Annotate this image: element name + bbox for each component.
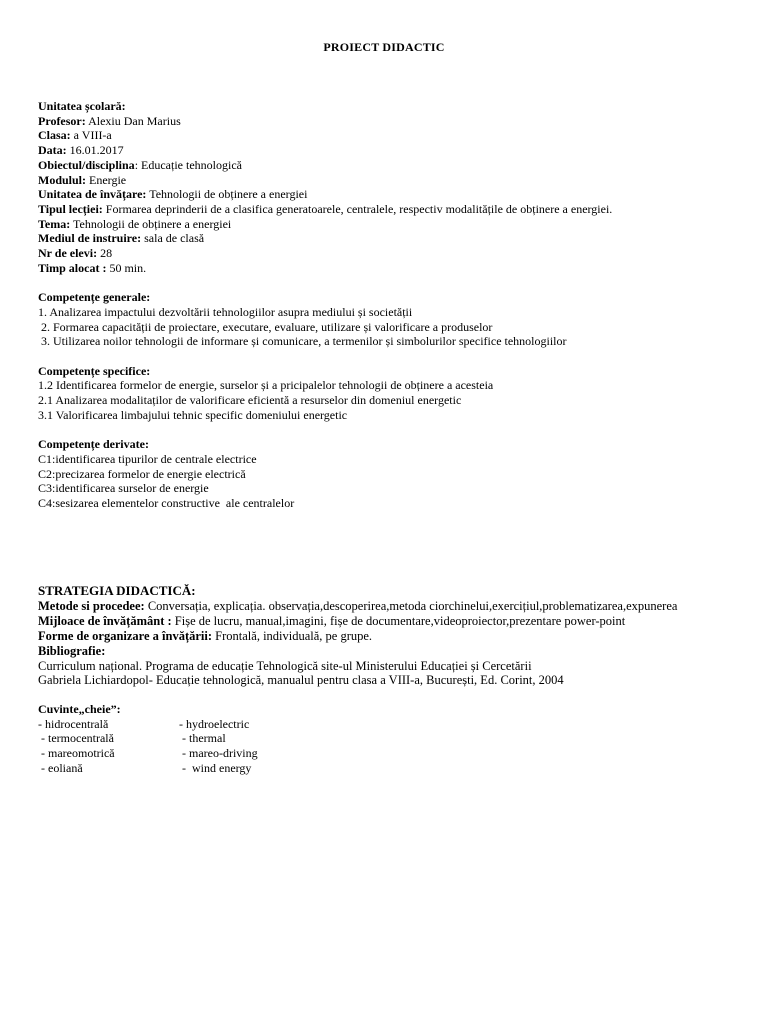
- info-unitate: Unitatea școlară:: [38, 99, 126, 113]
- keyword-en: - mareo-driving: [179, 746, 258, 761]
- cuvinte-cheie-heading: Cuvinte„cheie”:: [38, 702, 121, 716]
- competenta-specifica-item: 1.2 Identificarea formelor de energie, surselor și a pricipalelor tehnologii de obținere a acesteia: [38, 378, 494, 393]
- bibliografie-item: Curriculum național. Programa de educație Tehnologică site-ul Ministerului Educației și Cercetării: [38, 658, 532, 673]
- competenta-generala-item: 2. Formarea capacității de proiectare, executare, evaluare, utilizare și valorificare a produselor: [38, 319, 493, 334]
- keyword-row: [38, 717, 258, 732]
- keyword-ro: - eoliană: [38, 760, 83, 775]
- forme-line: Forme de organizare a învățării: Frontală, individuală, pe grupe.: [38, 628, 373, 643]
- info-disciplina: Obiectul/disciplina: Educație tehnologică: [38, 157, 242, 172]
- competenta-derivata-item: C4:sesizarea elementelor constructive ale centralelor: [38, 495, 295, 510]
- bibliografie-item: Gabriela Lichiardopol- Educație tehnologică, manualul pentru clasa a VIII-a, București, Ed. Corint, 2004: [38, 673, 564, 688]
- info-timp: Timp alocat : 50 min.: [38, 260, 147, 275]
- competenta-generala-item: 1. Analizarea impactului dezvoltării tehnologiilor asupra mediului și societății: [38, 304, 413, 319]
- metode-line: Metode si procedee: Conversația, explicația. observația,descoperirea,metoda ciorchinelui,exercițiul,problematizarea,expunerea: [38, 598, 678, 613]
- bibliografie-heading: Bibliografie:: [38, 643, 106, 658]
- info-nr-elevi: Nr de elevi: 28: [38, 246, 113, 261]
- competenta-generala-item: 3. Utilizarea noilor tehnologii de informare și comunicare, a termenilor și simbolurilor specifice tehnologiilor: [38, 334, 567, 349]
- lesson-info: [38, 99, 612, 511]
- competente-derivate-heading: Competențe derivate:: [38, 437, 149, 452]
- keyword-row: [38, 746, 258, 761]
- info-profesor: Profesor: Alexiu Dan Marius: [38, 113, 181, 128]
- competenta-specifica-item: 3.1 Valorificarea limbajului tehnic specific domeniului energetic: [38, 407, 348, 422]
- competenta-derivata-item: C1:identificarea tipurilor de centrale electrice: [38, 451, 257, 466]
- keyword-ro: - termocentrală: [38, 731, 114, 746]
- competenta-derivata-item: C2:precizarea formelor de energie electrică: [38, 466, 246, 481]
- keyword-row: [38, 761, 258, 776]
- competenta-derivata-item: C3:identificarea surselor de energie: [38, 481, 209, 496]
- keyword-en: - wind energy: [179, 760, 252, 775]
- info-mediul: Mediul de instruire: sala de clasă: [38, 231, 205, 246]
- info-unitate-invatare: Unitatea de învățare: Tehnologii de obținere a energiei: [38, 187, 308, 202]
- keyword-en: - hydroelectric: [179, 716, 250, 731]
- strategie-didactica: [38, 584, 677, 688]
- info-clasa: Clasa: a VIII-a: [38, 128, 112, 143]
- competente-generale-heading: Competențe generale:: [38, 290, 151, 305]
- document-title: PROIECT DIDACTIC: [323, 40, 445, 54]
- info-tipul-lectiei: Tipul lecției: Formarea deprinderii de a clasifica generatoarele, centralele, respectiv modalitățile de obținere a energiei.: [38, 201, 613, 216]
- cuvinte-cheie: [38, 702, 258, 776]
- strategie-heading: STRATEGIA DIDACTICĂ:: [38, 583, 196, 598]
- competente-specifice-heading: Competențe specifice:: [38, 363, 151, 378]
- info-tema: Tema: Tehnologii de obținere a energiei: [38, 216, 232, 231]
- keyword-ro: - mareomotrică: [38, 746, 115, 761]
- keyword-ro: - hidrocentrală: [38, 716, 109, 731]
- info-modul: Modulul: Energie: [38, 172, 127, 187]
- info-data: Data: 16.01.2017: [38, 143, 124, 158]
- mijloace-line: Mijloace de învățământ : Fișe de lucru, manual,imagini, fișe de documentare,videoproiector,prezentare power-point: [38, 613, 626, 628]
- competenta-specifica-item: 2.1 Analizarea modalitaților de valorificare eficientă a resurselor din domeniul energetic: [38, 393, 462, 408]
- keyword-en: - thermal: [179, 731, 226, 746]
- keyword-row: [38, 731, 258, 746]
